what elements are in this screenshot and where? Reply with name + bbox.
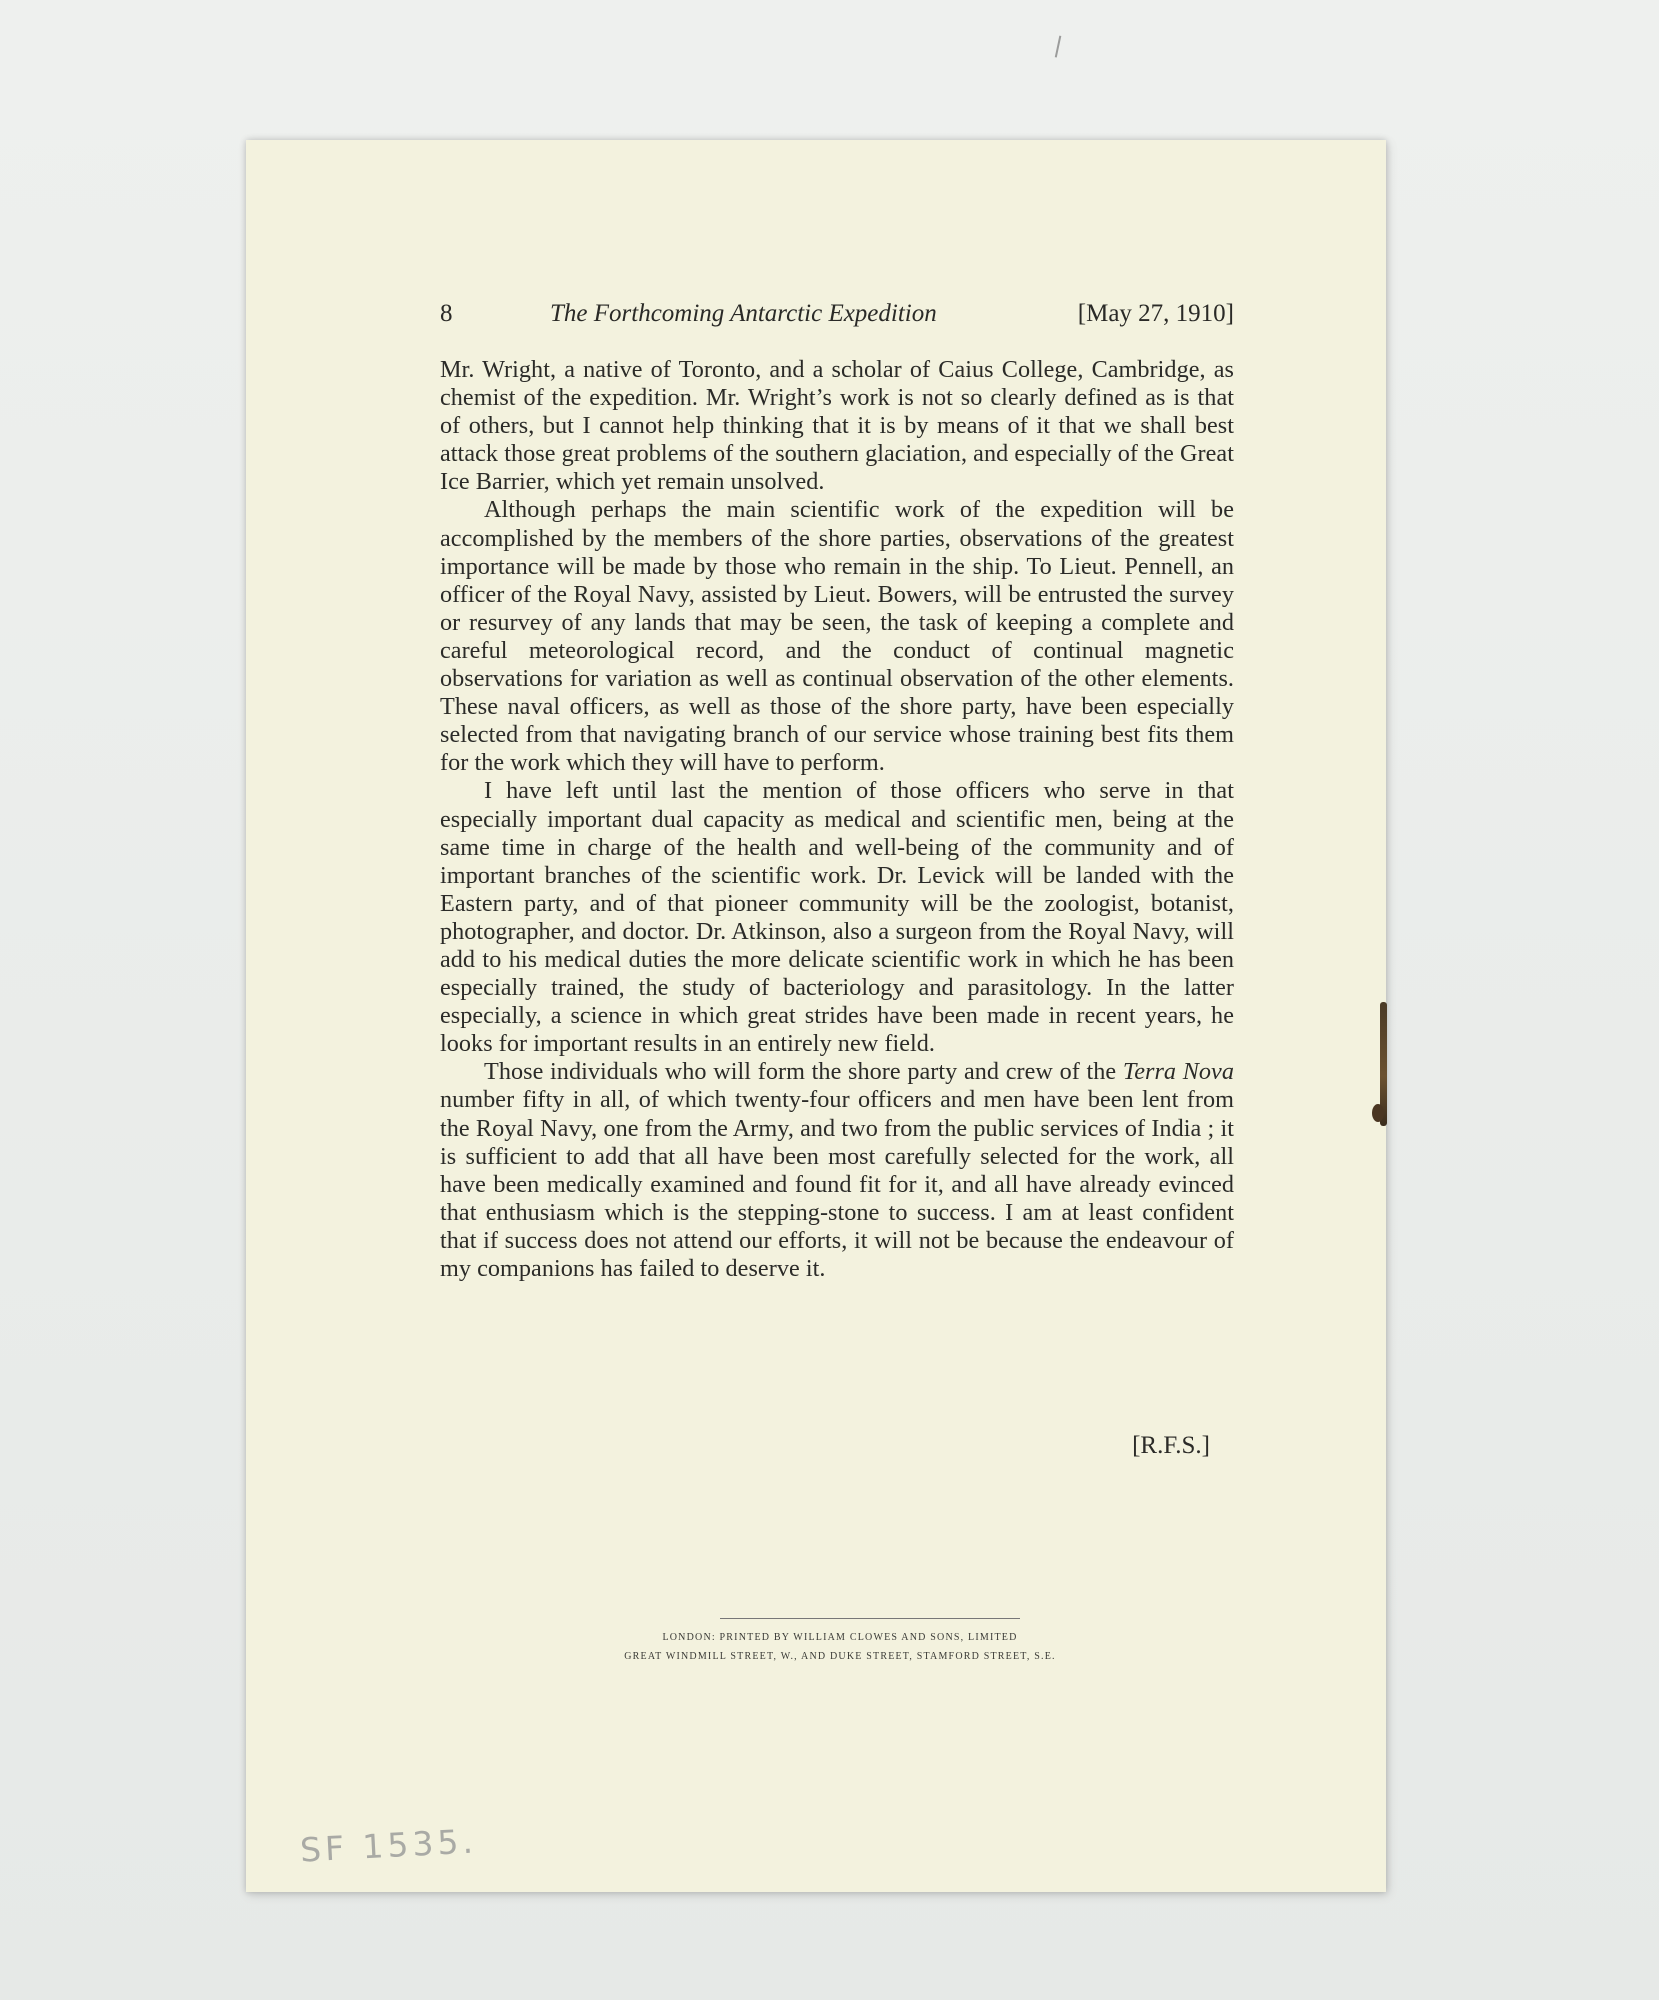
running-header <box>440 300 1234 340</box>
imprint-line: GREAT WINDMILL STREET, W., AND DUKE STREET, STAMFORD STREET, S.E. <box>624 1651 1056 1662</box>
page-number: 8 <box>440 300 453 327</box>
pencil-catalogue-number: SF 1535. <box>299 1821 478 1870</box>
publication-date: [May 27, 1910] <box>1077 300 1234 327</box>
imprint-line: LONDON: PRINTED BY WILLIAM CLOWES AND SONS, LIMITED <box>662 1632 1018 1643</box>
paragraph: I have left until last the mention of those officers who serve in that especially important dual capacity as medical and scientific men, being at the same time in charge of the health and well-being of the community and of important branches of the scientific work. Dr. Levick will be landed with the Eastern party, and of that pioneer community will be the zoologist, botanist, photographer, and doctor. Dr. Atkinson, also a surgeon from the Royal Navy, will add to his medical duties the more delicate scientific work in which he has been especially trained, the study of bacteriology and parasitology. In the latter especially, a science in which great strides have been made in recent years, he looks for important results in an entirely new field. <box>440 777 1234 1058</box>
footer-rule <box>720 1618 1020 1619</box>
paragraph-text: number fifty in all, of which twenty-four officers and men have been lent from the Royal Navy, one from the Army, and two from the public services of India ; it is sufficient to add that all have been most carefully selected for the work, all have been medically examined and found fit for it, and all have already evinced that enthusiasm which is the stepping-stone to success. I am at least confident that if success does not attend our efforts, it will not be because the endeavour of my companions has failed to deserve it. <box>440 1086 1234 1282</box>
printer-imprint <box>560 1628 1120 1666</box>
paragraph-final <box>440 1058 1234 1283</box>
paragraph: Although perhaps the main scientific work of the expedition will be accomplished by the members of the shore parties, observations of the greatest importance will be made by those who remain in the ship. To Lieut. Pennell, an officer of the Royal Navy, assisted by Lieut. Bowers, will be entrusted the survey or resurvey of any lands that may be seen, the task of keeping a complete and careful meteorological record, and the conduct of continual magnetic observations for variation as well as continual observation of the other elements. These naval officers, as well as those of the shore party, have been especially selected from that navigating branch of our service whose training best fits them for the work which they will have to perform. <box>440 496 1234 777</box>
author-initials: [R.F.S.] <box>1132 1432 1210 1459</box>
paragraph-text: Those individuals who will form the shore party and crew of the <box>484 1058 1117 1086</box>
paragraph: Mr. Wright, a native of Toronto, and a scholar of Caius College, Cambridge, as chemist of the expedition. Mr. Wright’s work is not so clearly defined as is that of others, but I cannot help thinking that it is by means of it that we shall best attack those great problems of the southern glaciation, and especially of the Great Ice Barrier, which yet remain unsolved. <box>440 356 1234 496</box>
article-body <box>440 356 1234 1283</box>
running-title: The Forthcoming Antarctic Expedition <box>550 300 937 327</box>
ship-name: Terra Nova <box>1122 1058 1234 1086</box>
binding-stain-dot <box>1372 1104 1384 1122</box>
